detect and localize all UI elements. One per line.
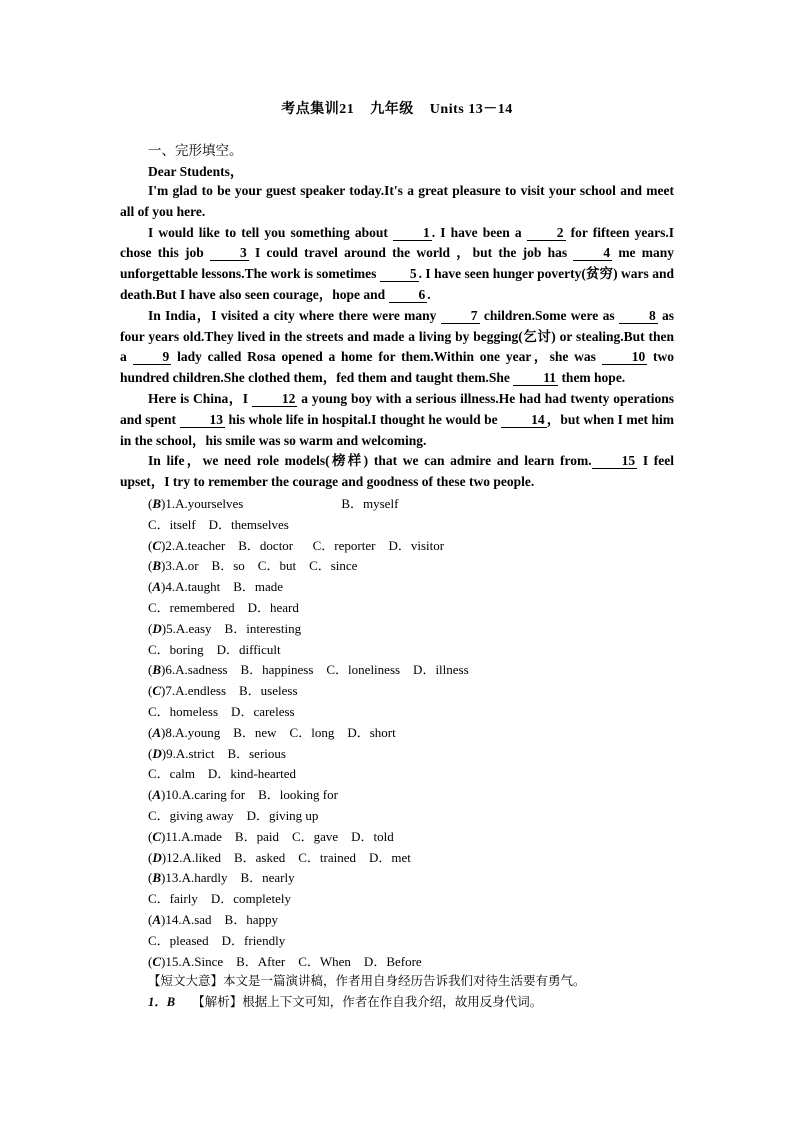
question-14-options: C．pleased D．friendly: [148, 932, 286, 948]
answer-key: A: [152, 911, 162, 927]
blank-4: 4: [573, 245, 612, 261]
answer-key: D: [152, 620, 162, 636]
analysis-text: 【解析】根据上下文可知，作者在作自我介绍，故用反身代词。: [192, 995, 543, 1009]
question-9-options: C．calm D．kind-hearted: [148, 766, 297, 782]
answer-key: C: [152, 537, 162, 553]
paragraph-1: I'm glad to be your guest speaker today.It's a great pleasure to visit your school and meet all of you here.: [120, 183, 674, 219]
question-5-options: C．boring D．difficult: [148, 641, 281, 657]
paragraph-5: In life，we need role models(榜样) that we can admire and learn from. 15 I feel upset，I try to remember the courage and goodness of these two people.: [120, 453, 674, 490]
blank-14: 14: [501, 412, 547, 428]
answer-key: B: [152, 496, 162, 511]
blank-7: 7: [441, 308, 480, 324]
question-13-options: C．fairly D．completely: [148, 891, 291, 907]
question-11: (C)11.A.made B．paid C．gave D．told: [148, 828, 394, 844]
title-prefix: 考点集训21: [281, 102, 355, 117]
question-9: (D)9.A.strict B．serious: [148, 745, 286, 761]
question-7-options: C．homeless D．careless: [148, 703, 295, 719]
blank-3: 3: [210, 245, 249, 261]
question-8: (A)8.A.young B．new C．long D．short: [148, 724, 396, 740]
question-1-options: C．itself D．themselves: [148, 516, 289, 532]
answer-key: C: [152, 683, 162, 699]
blank-11: 11: [513, 370, 558, 386]
blank-8: 8: [619, 308, 658, 324]
answer-key: A: [152, 724, 162, 740]
question-15: (C)15.A.Since B．After C．When D．Before: [148, 953, 422, 969]
blank-2: 2: [527, 225, 566, 241]
blank-9: 9: [133, 349, 172, 365]
paragraph-4: Here is China，I 12 a young boy with a serious illness.He had had twenty operations and spent 13 his whole life in hospital.I thought he would be 14 ，but when I met him in the school，his smile was so warm and welcoming.: [120, 390, 675, 448]
analysis-number: 1．B: [148, 995, 176, 1009]
question-10-options: C．giving away D．giving up: [148, 807, 319, 823]
question-13: (B)13.A.hardly B．nearly: [148, 870, 295, 886]
question-10: (A)10.A.caring for B．looking for: [148, 787, 338, 803]
passage-summary: 【短文大意】本文是一篇演讲稿，作者用自身经历告诉我们对待生活要有勇气。: [148, 974, 586, 988]
answer-key: D: [152, 849, 162, 865]
question-4-options: C．remembered D．heard: [148, 599, 299, 615]
answer-analysis: [148, 992, 542, 1012]
page-title: [0, 98, 794, 118]
question-5: (D)5.A.easy B．interesting: [148, 620, 302, 636]
question-4: (A)4.A.taught B．made: [148, 579, 284, 595]
blank-15: 15: [592, 453, 638, 469]
question-2: (C)2.A.teacher B．doctor C．reporter D．visitor: [148, 537, 445, 553]
section-label: 一、完形填空。: [148, 143, 243, 158]
question-3: (B)3.A.or B．so C．but C．since: [148, 558, 358, 574]
question-12: (D)12.A.liked B．asked C．trained D．met: [148, 849, 411, 865]
blank-13: 13: [180, 412, 226, 428]
answer-key: C: [152, 953, 162, 969]
blank-1: 1: [393, 225, 432, 241]
question-list: [148, 494, 469, 972]
paragraph-2: I would like to tell you something about 1 . I have been a 2 for fifteen years.I chose this job 3 I could travel around the world ，but the job has 4 me many unforgettable lessons.The work is sometimes 5 . I have seen hunger poverty(贫穷) wars and death.But I have also seen courage，hope and 6 .: [120, 224, 675, 302]
greeting: Dear Students，: [148, 164, 244, 179]
question-14: (A)14.A.sad B．happy: [148, 911, 279, 927]
title-grade: 九年级: [370, 102, 414, 117]
title-units: Units 13－14: [429, 102, 513, 117]
answer-key: A: [152, 787, 162, 803]
question-6: (B)6.A.sadness B．happiness C．loneliness D．illness: [148, 662, 469, 678]
question-7: (C)7.A.endless B．useless: [148, 683, 298, 699]
blank-6: 6: [389, 287, 428, 303]
answer-key: A: [152, 579, 162, 595]
question-1: (B)1.A.yourselves B．myself: [148, 496, 399, 511]
answer-key: B: [152, 870, 162, 886]
blank-10: 10: [602, 349, 648, 365]
paragraph-3: In India，I visited a city where there were many 7 children.Some were as 8 as four years old.They lived in the streets and made a living by begging(乞讨) or stealing.But then a 9 lady called Rosa opened a home for them.Within one year，she was 10 two hundred children.She clothed them，fed them and taught them.She 11 them hope.: [120, 307, 675, 386]
answer-key: D: [152, 745, 162, 761]
cloze-passage: [120, 181, 674, 493]
answer-key: B: [152, 662, 162, 678]
answer-key: B: [152, 558, 162, 574]
answer-key: C: [152, 828, 162, 844]
blank-5: 5: [380, 266, 419, 282]
blank-12: 12: [252, 391, 298, 407]
